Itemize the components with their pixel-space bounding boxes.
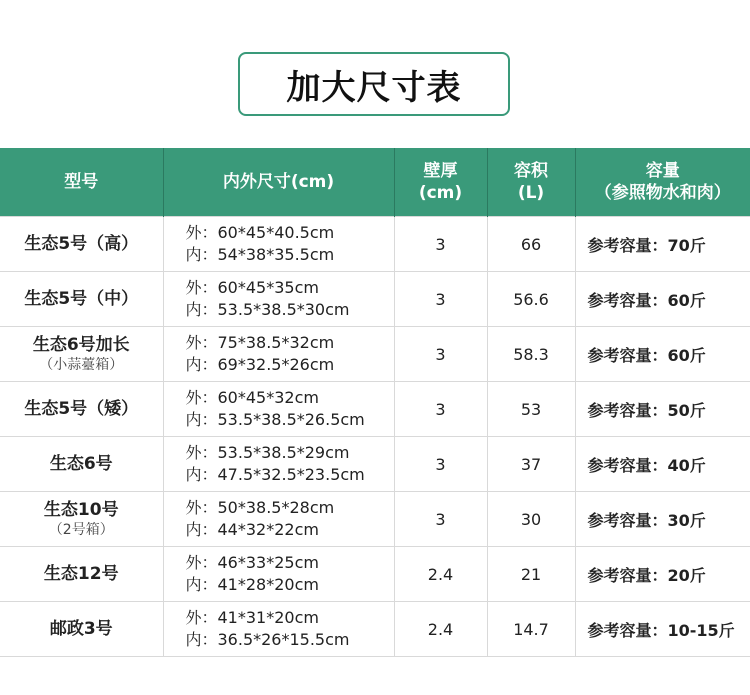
- cell-volume: 37: [487, 437, 575, 492]
- cell-capacity: 参考容量：70斤: [575, 217, 750, 272]
- header-capacity: 容量 （参照物水和肉）: [575, 148, 750, 217]
- inner-dims: 内：47.5*32.5*23.5cm: [185, 465, 365, 484]
- cell-volume: 30: [487, 492, 575, 547]
- header-dims: 内外尺寸(cm): [163, 148, 394, 217]
- cell-dims: [163, 602, 394, 657]
- header-volume: 容积 (L): [487, 148, 575, 217]
- table-row: [0, 327, 750, 382]
- inner-dims: 内：54*38*35.5cm: [185, 245, 335, 264]
- size-table: [0, 148, 750, 657]
- model-name: 生态12号: [43, 563, 119, 584]
- table-row: [0, 437, 750, 492]
- model-name: 生态5号（中）: [24, 288, 139, 309]
- cell-dims: [163, 382, 394, 437]
- cell-model: [0, 437, 163, 492]
- cell-wall-thickness: 3: [394, 492, 487, 547]
- outer-dims: 外：75*38.5*32cm: [185, 333, 335, 352]
- cell-wall-thickness: 3: [394, 327, 487, 382]
- cell-dims: [163, 547, 394, 602]
- page-title: 加大尺寸表: [238, 52, 510, 116]
- cell-model: [0, 272, 163, 327]
- model-name: 生态6号: [49, 453, 113, 474]
- cell-wall-thickness: 3: [394, 272, 487, 327]
- inner-dims: 内：53.5*38.5*26.5cm: [185, 410, 365, 429]
- cell-dims: [163, 437, 394, 492]
- header-model: 型号: [0, 148, 163, 217]
- cell-dims: [163, 217, 394, 272]
- table-row: [0, 272, 750, 327]
- table-row: [0, 547, 750, 602]
- cell-capacity: 参考容量：20斤: [575, 547, 750, 602]
- model-name: 生态10号: [43, 499, 119, 520]
- cell-volume: 21: [487, 547, 575, 602]
- cell-capacity: 参考容量：60斤: [575, 327, 750, 382]
- cell-wall-thickness: 2.4: [394, 547, 487, 602]
- cell-volume: 56.6: [487, 272, 575, 327]
- model-note: （2号箱）: [48, 521, 114, 538]
- inner-dims: 内：44*32*22cm: [185, 520, 319, 539]
- model-name: 生态5号（矮）: [24, 398, 139, 419]
- model-name: 邮政3号: [49, 618, 113, 639]
- outer-dims: 外：60*45*35cm: [185, 278, 319, 297]
- cell-dims: [163, 272, 394, 327]
- outer-dims: 外：60*45*32cm: [185, 388, 319, 407]
- cell-capacity: 参考容量：30斤: [575, 492, 750, 547]
- outer-dims: 外：60*45*40.5cm: [185, 223, 335, 242]
- cell-volume: 53: [487, 382, 575, 437]
- cell-model: [0, 602, 163, 657]
- cell-volume: 66: [487, 217, 575, 272]
- table-row: [0, 602, 750, 657]
- header-wall-thickness: 壁厚 (cm): [394, 148, 487, 217]
- cell-dims: [163, 492, 394, 547]
- cell-capacity: 参考容量：60斤: [575, 272, 750, 327]
- cell-capacity: 参考容量：50斤: [575, 382, 750, 437]
- cell-model: [0, 547, 163, 602]
- cell-model: [0, 382, 163, 437]
- table-row: [0, 217, 750, 272]
- table-header-row: [0, 148, 750, 217]
- cell-dims: [163, 327, 394, 382]
- inner-dims: 内：41*28*20cm: [185, 575, 319, 594]
- model-name: 生态5号（高）: [24, 233, 139, 254]
- cell-capacity: 参考容量：10-15斤: [575, 602, 750, 657]
- inner-dims: 内：36.5*26*15.5cm: [185, 630, 350, 649]
- cell-model: [0, 217, 163, 272]
- cell-wall-thickness: 3: [394, 382, 487, 437]
- cell-volume: 14.7: [487, 602, 575, 657]
- table-row: [0, 382, 750, 437]
- model-name: 生态6号加长: [32, 334, 130, 355]
- outer-dims: 外：41*31*20cm: [185, 608, 319, 627]
- cell-wall-thickness: 3: [394, 437, 487, 492]
- outer-dims: 外：50*38.5*28cm: [185, 498, 335, 517]
- model-note: （小蒜薹箱）: [39, 356, 124, 373]
- outer-dims: 外：46*33*25cm: [185, 553, 319, 572]
- cell-wall-thickness: 3: [394, 217, 487, 272]
- cell-volume: 58.3: [487, 327, 575, 382]
- cell-model: [0, 492, 163, 547]
- inner-dims: 内：69*32.5*26cm: [185, 355, 335, 374]
- cell-capacity: 参考容量：40斤: [575, 437, 750, 492]
- cell-wall-thickness: 2.4: [394, 602, 487, 657]
- outer-dims: 外：53.5*38.5*29cm: [185, 443, 350, 462]
- inner-dims: 内：53.5*38.5*30cm: [185, 300, 350, 319]
- cell-model: [0, 327, 163, 382]
- table-row: [0, 492, 750, 547]
